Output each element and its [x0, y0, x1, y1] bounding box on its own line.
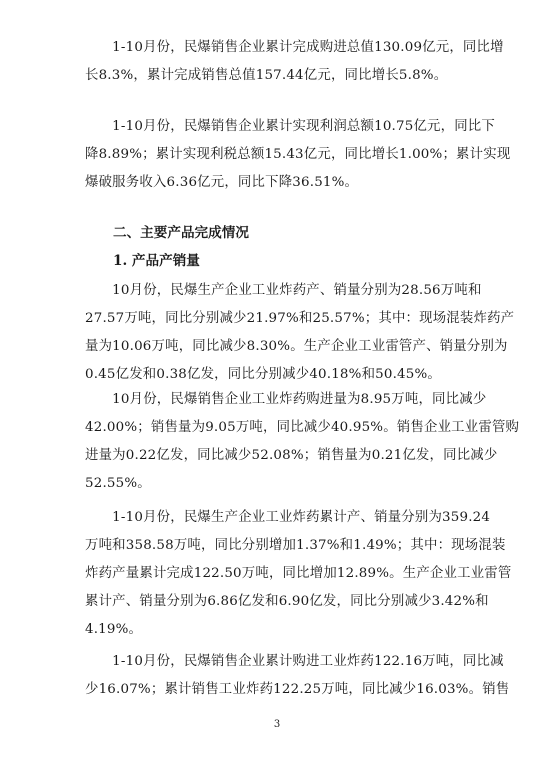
subsection-heading: 1. 产品产销量 — [113, 253, 200, 269]
text-line: 1-10月份，民爆销售企业累计完成购进总值130.09亿元，同比增 — [85, 40, 504, 55]
paragraph-cumulative-production — [85, 504, 512, 644]
page-number: 3 — [273, 719, 281, 730]
text-line: 炸药产量累计完成122.50万吨，同比增加12.89%。生产企业工业雷管 — [85, 566, 512, 581]
text-line: 量为10.06万吨，同比减少8.30%。生产企业工业雷管产、销量分别为 — [85, 339, 508, 354]
text-line: 10月份，民爆销售企业工业炸药购进量为8.95万吨，同比减少 — [85, 392, 487, 407]
paragraph-profit-tax — [85, 113, 511, 197]
paragraph-cumulative-sales — [85, 648, 510, 704]
paragraph-october-sales — [85, 386, 520, 498]
text-line: 万吨和358.58万吨，同比分别增加1.37%和1.49%；其中：现场混装 — [85, 538, 506, 553]
paragraph-purchase-sales-total — [85, 34, 504, 90]
text-line: 10月份，民爆生产企业工业炸药产、销量分别为28.56万吨和 — [85, 283, 482, 298]
text-line: 1-10月份，民爆生产企业工业炸药累计产、销量分别为359.24 — [85, 510, 491, 525]
text-line: 0.45亿发和0.38亿发，同比分别减少40.18%和50.45%。 — [85, 367, 442, 382]
text-line: 爆破服务收入6.36亿元，同比下降36.51%。 — [85, 175, 359, 190]
text-line: 52.55%。 — [85, 476, 151, 491]
text-line: 4.19%。 — [85, 622, 143, 637]
text-line: 累计产、销量分别为6.86亿发和6.90亿发，同比分别减少3.42%和 — [85, 594, 489, 609]
text-line: 27.57万吨，同比分别减少21.97%和25.57%；其中：现场混装炸药产 — [85, 311, 515, 326]
text-line: 1-10月份，民爆销售企业累计实现利润总额10.75亿元，同比下 — [85, 119, 495, 134]
text-line: 进量为0.22亿发，同比减少52.08%；销售量为0.21亿发，同比减少 — [85, 448, 498, 463]
text-line: 降8.89%；累计实现利税总额15.43亿元，同比增长1.00%；累计实现 — [85, 147, 511, 162]
text-line: 少16.07%；累计销售工业炸药122.25万吨，同比减少16.03%。销售 — [85, 682, 510, 697]
paragraph-october-production — [85, 277, 515, 389]
text-line: 长8.3%，累计完成销售总值157.44亿元，同比增长5.8%。 — [85, 68, 448, 83]
section-heading: 二、主要产品完成情况 — [113, 225, 249, 241]
text-line: 1-10月份，民爆销售企业累计购进工业炸药122.16万吨，同比减 — [85, 654, 504, 669]
text-line: 42.00%；销售量为9.05万吨，同比减少40.95%。销售企业工业雷管购 — [85, 420, 520, 435]
